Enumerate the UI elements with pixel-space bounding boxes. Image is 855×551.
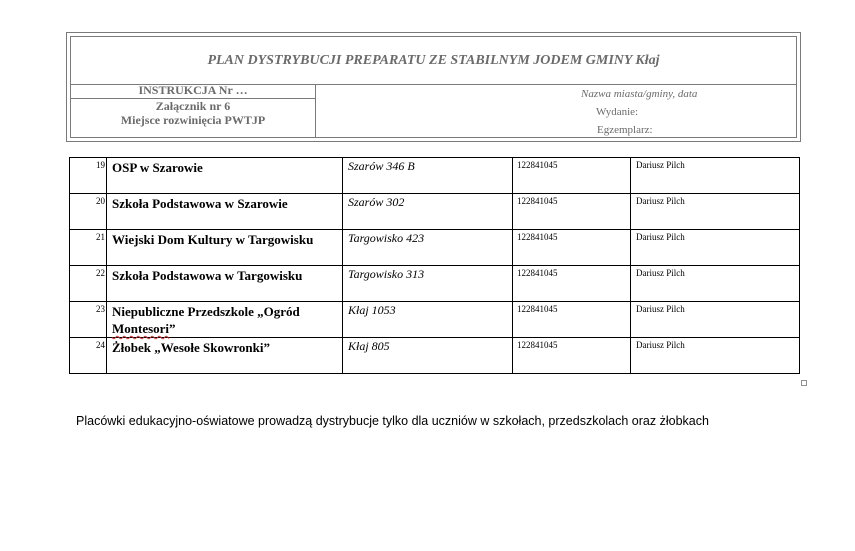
phone-number[interactable]: 122841045: [513, 194, 631, 230]
facility-name-line1: Niepubliczne Przedszkole „Ogród: [112, 304, 300, 319]
table-row: [70, 338, 800, 374]
closing-quote: ”: [169, 321, 176, 336]
facility-name[interactable]: [107, 302, 343, 338]
table-row: [70, 230, 800, 266]
facility-name[interactable]: Wiejski Dom Kultury w Targowisku: [107, 230, 343, 266]
phone-number[interactable]: 122841045: [513, 230, 631, 266]
row-number: 22: [70, 266, 107, 302]
distribution-table: [69, 157, 800, 374]
header-left-cell: [71, 84, 316, 137]
facility-address[interactable]: Kłaj 805: [343, 338, 513, 374]
row-number: 20: [70, 194, 107, 230]
facility-address[interactable]: Kłaj 1053: [343, 302, 513, 338]
row-number: 21: [70, 230, 107, 266]
facility-address[interactable]: Szarów 302: [343, 194, 513, 230]
attachment-number: Załącznik nr 6: [155, 99, 231, 113]
facility-address[interactable]: Szarów 346 B: [343, 158, 513, 194]
instruction-number: INSTRUKCJA Nr …: [71, 84, 315, 99]
phone-number[interactable]: 122841045: [513, 338, 631, 374]
deployment-location: Miejsce rozwinięcia PWTJP: [120, 113, 266, 127]
facility-name[interactable]: Żłobek „Wesołe Skowronki”: [107, 338, 343, 374]
table-row: [70, 302, 800, 338]
responsible-person[interactable]: Dariusz Pilch: [631, 158, 800, 194]
facility-address[interactable]: Targowisko 313: [343, 266, 513, 302]
row-number: 23: [70, 302, 107, 338]
table-row: [70, 158, 800, 194]
copy-label: Egzemplarz:: [597, 124, 653, 136]
facility-name[interactable]: OSP w Szarowie: [107, 158, 343, 194]
responsible-person[interactable]: Dariusz Pilch: [631, 266, 800, 302]
edition-label: Wydanie:: [596, 106, 639, 118]
page-title: PLAN DYSTRYBUCJI PREPARATU ZE STABILNYM JODEM GMINY Kłaj: [71, 37, 796, 85]
table-resize-handle[interactable]: [801, 380, 807, 386]
facility-address[interactable]: Targowisko 423: [343, 230, 513, 266]
document-header: [66, 32, 801, 142]
responsible-person[interactable]: Dariusz Pilch: [631, 194, 800, 230]
header-frame: [70, 36, 797, 138]
responsible-person[interactable]: Dariusz Pilch: [631, 230, 800, 266]
facility-name[interactable]: Szkoła Podstawowa w Szarowie: [107, 194, 343, 230]
responsible-person[interactable]: Dariusz Pilch: [631, 338, 800, 374]
phone-number[interactable]: 122841045: [513, 302, 631, 338]
phone-number[interactable]: 122841045: [513, 158, 631, 194]
facility-name[interactable]: Szkoła Podstawowa w Targowisku: [107, 266, 343, 302]
spellcheck-flagged-word: Montesori: [112, 321, 170, 336]
table-row: [70, 266, 800, 302]
row-number: 19: [70, 158, 107, 194]
footnote-paragraph[interactable]: Placówki edukacyjno-oświatowe prowadzą dystrybucje tylko dla uczniów w szkołach, przedszkolach oraz żłobkach: [76, 414, 709, 428]
row-number: 24: [70, 338, 107, 374]
responsible-person[interactable]: Dariusz Pilch: [631, 302, 800, 338]
table-row: [70, 194, 800, 230]
header-right-cell: [316, 84, 796, 137]
city-date-label: Nazwa miasta/gminy, data: [581, 88, 698, 100]
phone-number[interactable]: 122841045: [513, 266, 631, 302]
